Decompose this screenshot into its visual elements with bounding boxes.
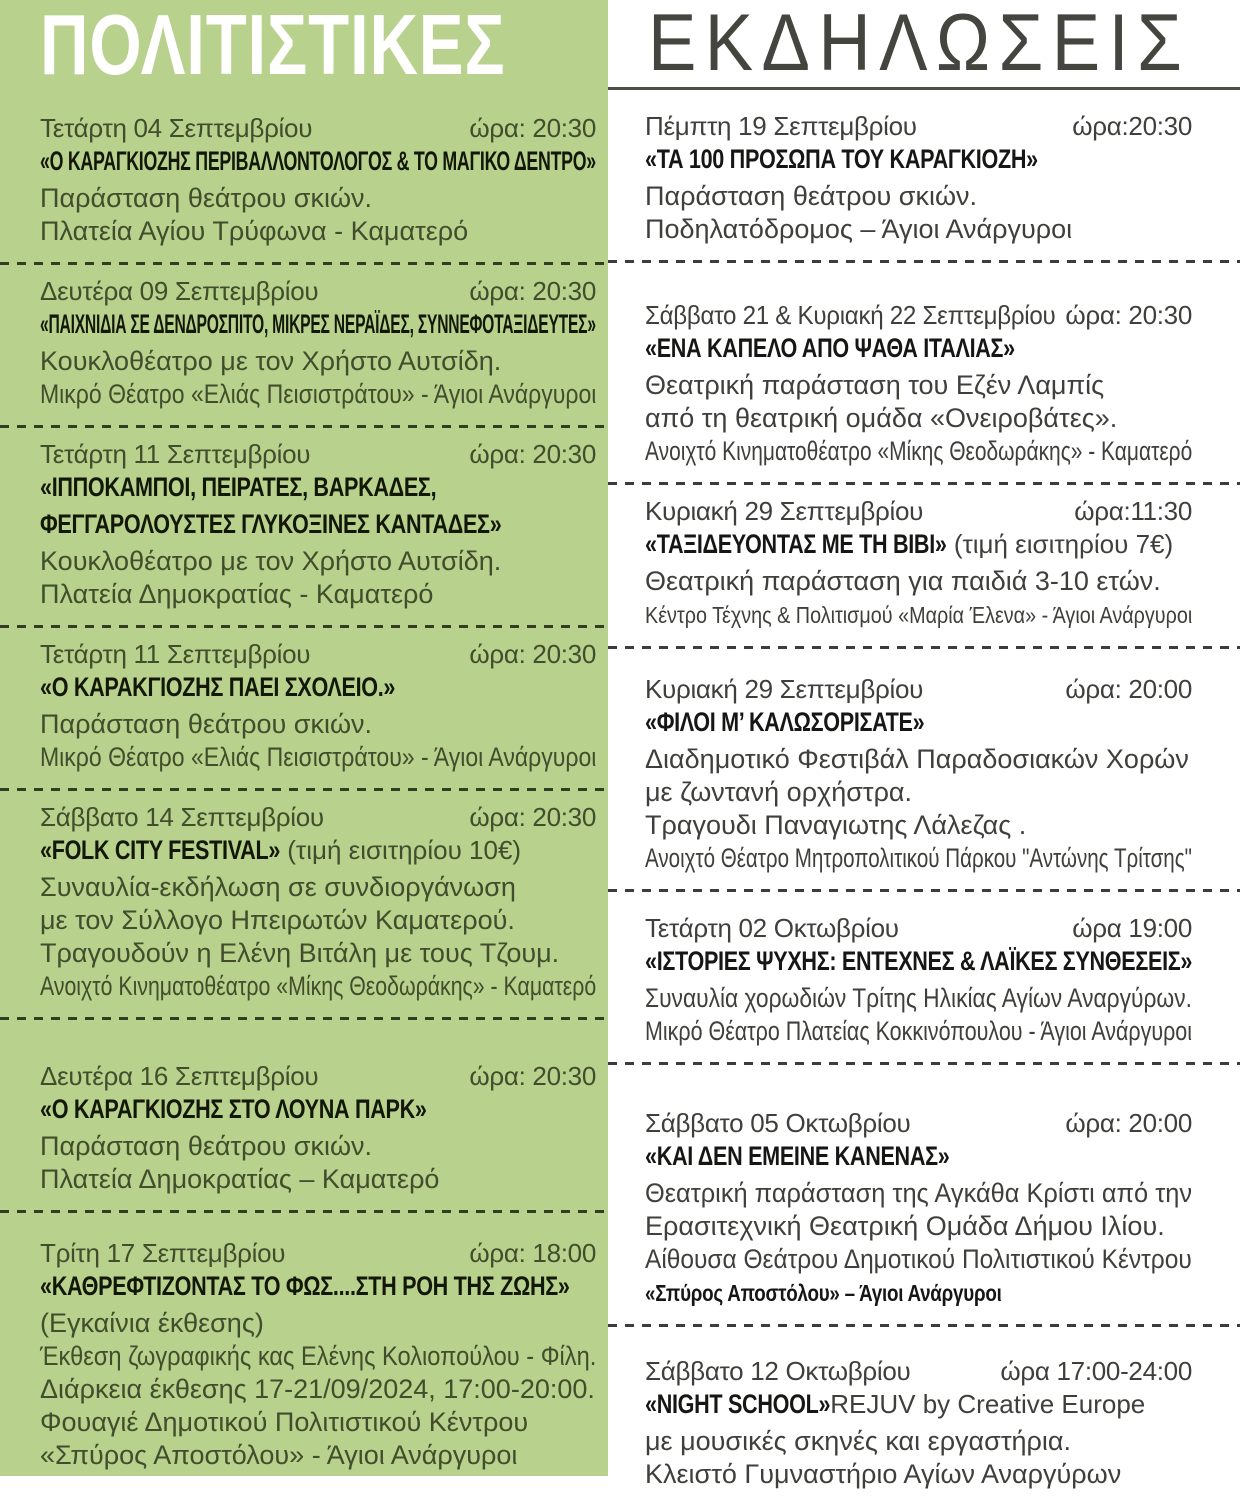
event-detail — [40, 937, 596, 970]
event-title-text: «ΦΙΛΟΙ Μ’ ΚΑΛΩΣΟΡΙΣΑΤΕ» — [645, 707, 925, 737]
event-title-text: «ΤΑΞΙΔΕΥΟΝΤΑΣ ΜΕ ΤΗ ΒΙΒΙ» — [645, 529, 947, 559]
event-header-row — [40, 638, 596, 671]
event-title-text: «NIGHT SCHOOL» — [645, 1389, 831, 1419]
right-header — [608, 0, 1240, 90]
event-detail — [40, 904, 596, 937]
event-detail — [40, 1307, 596, 1340]
event-detail-text: Ερασιτεχνική Θεατρική Ομάδα Δήμου Ιλίου. — [645, 1211, 1165, 1241]
right-events-list — [608, 90, 1240, 1505]
event-time: ώρα 19:00 — [1072, 913, 1192, 943]
event-date: Τετάρτη 11 Σεπτεμβρίου — [40, 639, 311, 669]
event-title — [40, 508, 596, 545]
event-title — [40, 834, 596, 871]
event-header-row — [645, 912, 1192, 945]
event-date: Πέμπτη 19 Σεπτεμβρίου — [645, 111, 917, 141]
event-date: Δευτέρα 09 Σεπτεμβρίου — [40, 276, 319, 306]
event-detail — [645, 369, 1192, 402]
event-title-text: «ΚΑΙ ΔΕΝ ΕΜΕΙΝΕ ΚΑΝΕΝΑΣ» — [645, 1141, 950, 1171]
event-detail — [40, 215, 596, 248]
cultural-column — [0, 0, 608, 1476]
event-detail — [40, 871, 596, 904]
event-header-row — [40, 1060, 596, 1093]
event-title-text: «ΠΑΙΧΝΙΔΙΑ ΣΕ ΔΕΝΔΡΟΣΠΙΤΟ, ΜΙΚΡΕΣ ΝΕΡΑΪΔΕΣ, ΣΥΝΝΕΦΟΤΑΞΙΔΕΥΤΕΣ» — [40, 309, 596, 339]
event-title-text: «FOLK CITY FESTIVAL» — [40, 835, 281, 865]
event-date: Τετάρτη 02 Οκτωβρίου — [645, 913, 899, 943]
event-detail-text: «Σπύρος Αποστόλου» - Άγιοι Ανάργυροι — [40, 1440, 518, 1470]
event-header-row — [645, 299, 1192, 332]
event-time: ώρα: 20:30 — [469, 439, 596, 469]
event-detail-text: Πλατεία Δημοκρατίας - Καματερό — [40, 579, 434, 609]
event-block — [608, 649, 1240, 889]
event-detail — [40, 345, 596, 378]
event-title — [40, 471, 596, 508]
event-detail — [40, 1163, 596, 1196]
event-detail-text: (Εγκαίνια έκθεσης) — [40, 1308, 264, 1338]
event-detail-text: Παράσταση θεάτρου σκιών. — [645, 181, 978, 211]
event-block — [608, 1327, 1240, 1505]
event-date: Τρίτη 17 Σεπτεμβρίου — [40, 1238, 286, 1268]
event-header-row — [40, 1237, 596, 1270]
event-date: Κυριακή 29 Σεπτεμβρίου — [645, 674, 924, 704]
event-block — [0, 265, 608, 425]
event-detail-text: Κέντρο Τέχνης & Πολιτισμού «Μαρία Έλενα» - Άγιοι Ανάργυροι — [645, 602, 1193, 628]
event-detail-text: Θεατρική παράσταση της Αγκάθα Κρίστι από την — [645, 1178, 1193, 1208]
event-date: Σάββατο 05 Οκτωβρίου — [645, 1108, 911, 1138]
page-title-left: ΠΟΛΙΤΙΣΤΙΚΕΣ — [40, 0, 506, 93]
event-time: ώρα: 20:30 — [469, 276, 596, 306]
event-detail-text: Παράσταση θεάτρου σκιών. — [40, 709, 373, 739]
left-header — [0, 0, 608, 93]
event-block — [608, 485, 1240, 646]
event-detail-text: με τον Σύλλογο Ηπειρωτών Καματερού. — [40, 905, 515, 935]
event-detail — [645, 1177, 1192, 1210]
event-block — [0, 791, 608, 1017]
event-block — [0, 90, 608, 262]
event-header-row — [40, 112, 596, 145]
event-detail — [645, 598, 1192, 632]
event-title — [40, 671, 596, 708]
event-time: ώρα: 20:00 — [1065, 1108, 1192, 1138]
event-title — [645, 945, 1192, 982]
event-block — [0, 1020, 608, 1210]
event-detail-bold: «Σπύρος Αποστόλου» – Άγιοι Ανάργυροι — [645, 1280, 1002, 1306]
event-block — [0, 428, 608, 625]
event-header-row — [645, 1355, 1192, 1388]
event-detail — [40, 1130, 596, 1163]
event-detail — [645, 776, 1192, 809]
event-title-note: (τιμή εισιτηρίου 7€) — [946, 529, 1174, 559]
event-time: ώρα: 20:30 — [469, 1061, 596, 1091]
event-detail-text: από τη θεατρική ομάδα «Ονειροβάτες». — [645, 403, 1118, 433]
event-detail — [645, 180, 1192, 213]
event-detail — [645, 982, 1192, 1015]
event-detail — [645, 1243, 1192, 1276]
event-title-text: «Ο ΚΑΡΑΚΓΙΟΖΗΣ ΠΑΕΙ ΣΧΟΛΕΙΟ.» — [40, 672, 396, 702]
event-detail — [40, 182, 596, 215]
event-detail — [645, 809, 1192, 842]
event-title — [645, 528, 1192, 565]
event-title — [645, 1140, 1192, 1177]
event-detail-text: Έκθεση ζωγραφικής κας Ελένης Κολιοπούλου - Φίλη. — [40, 1341, 597, 1371]
event-header-row — [645, 110, 1192, 143]
event-detail-text: Παράσταση θεάτρου σκιών. — [40, 183, 373, 213]
event-detail-text: Θεατρική παράσταση για παιδιά 3-10 ετών. — [645, 566, 1161, 596]
event-detail-text: Συναυλία χορωδιών Τρίτης Ηλικίας Αγίων Αναργύρων. — [645, 983, 1192, 1013]
event-title-text: «ΕΝΑ ΚΑΠΕΛΟ ΑΠΟ ΨΑΘΑ ΙΤΑΛΙΑΣ» — [645, 333, 1015, 363]
event-detail-text: Τραγουδι Παναγιωτης Λάλεζας . — [645, 810, 1027, 840]
event-detail-text: Πλατεία Δημοκρατίας – Καματερό — [40, 1164, 440, 1194]
event-detail — [40, 1373, 596, 1406]
event-detail-text: Κουκλοθέατρο με τον Χρήστο Αυτσίδη. — [40, 346, 502, 376]
event-date: Σάββατο 12 Οκτωβρίου — [645, 1356, 911, 1386]
event-detail — [645, 565, 1192, 598]
event-title-note: REJUV by Creative Europe — [830, 1389, 1146, 1419]
event-header-row — [40, 801, 596, 834]
event-title — [645, 143, 1192, 180]
event-date: Σάββατο 21 & Κυριακή 22 Σεπτεμβρίου — [645, 300, 1056, 330]
event-detail — [645, 402, 1192, 435]
left-events-list — [0, 90, 608, 1486]
event-detail — [40, 741, 596, 774]
event-detail-text: Θεατρική παράσταση του Εζέν Λαμπίς — [645, 370, 1105, 400]
event-detail — [40, 1340, 596, 1373]
event-block — [608, 892, 1240, 1062]
event-detail-text: Ανοιχτό Κινηματοθέατρο «Μίκης Θεοδωράκης» - Καματερό — [40, 971, 597, 1001]
page-title-right: ΕΚΔΗΛΩΣΕΙΣ — [648, 0, 1191, 88]
event-detail — [645, 213, 1192, 246]
event-detail — [40, 378, 596, 411]
event-detail-text: Μικρό Θέατρο «Ελιάς Πεισιστράτου» - Άγιοι Ανάργυροι — [40, 379, 597, 409]
event-title — [645, 332, 1192, 369]
event-detail — [645, 1015, 1192, 1048]
event-title-text: «ΙΠΠΟΚΑΜΠΟΙ, ΠΕΙΡΑΤΕΣ, ΒΑΡΚΑΔΕΣ, — [40, 472, 437, 502]
event-detail — [40, 578, 596, 611]
event-detail-text: Κουκλοθέατρο με τον Χρήστο Αυτσίδη. — [40, 546, 502, 576]
event-detail-text: Ανοιχτό Θέατρο Μητροπολιτικού Πάρκου "Αντώνης Τρίτσης" — [645, 843, 1192, 873]
event-header-row — [645, 673, 1192, 706]
event-detail-text: Ποδηλατόδρομος – Άγιοι Ανάργυροι — [645, 214, 1073, 244]
event-detail — [40, 1439, 596, 1472]
event-title-note: (τιμή εισιτηρίου 10€) — [280, 835, 522, 865]
event-title-text: «ΤΑ 100 ΠΡΟΣΩΠΑ ΤΟΥ ΚΑΡΑΓΚΙΟΖΗ» — [645, 144, 1038, 174]
event-block — [608, 1065, 1240, 1324]
event-title-text: «ΚΑΘΡΕΦΤΙΖΟΝΤΑΣ ΤΟ ΦΩΣ....ΣΤΗ ΡΟΗ ΤΗΣ ΖΩΗΣ» — [40, 1271, 570, 1301]
event-detail-text: με ζωντανή ορχήστρα. — [645, 777, 913, 807]
event-header-row — [645, 495, 1192, 528]
event-title-text: «Ο ΚΑΡΑΓΚΙΟΖΗΣ ΣΤΟ ΛΟΥΝΑ ΠΑΡΚ» — [40, 1094, 427, 1124]
event-detail — [645, 435, 1192, 468]
event-detail — [645, 743, 1192, 776]
event-detail — [40, 970, 596, 1003]
event-title — [40, 1270, 596, 1307]
event-detail — [645, 1458, 1192, 1491]
event-detail — [40, 545, 596, 578]
event-detail — [645, 1425, 1192, 1458]
event-time: ώρα:20:30 — [1072, 111, 1192, 141]
event-time: ώρα: 20:30 — [469, 802, 596, 832]
event-detail — [40, 708, 596, 741]
event-header-row — [40, 438, 596, 471]
event-time: ώρα:11:30 — [1074, 496, 1192, 526]
event-title-text: ΦΕΓΓΑΡΟΛΟΥΣΤΕΣ ΓΛΥΚΟΞΙΝΕΣ ΚΑΝΤΑΔΕΣ» — [40, 509, 502, 539]
event-title-text: «ΙΣΤΟΡΙΕΣ ΨΥΧΗΣ: ΕΝΤΕΧΝΕΣ & ΛΑΪΚΕΣ ΣΥΝΘΕΣΕΙΣ» — [645, 946, 1193, 976]
event-detail-text: με μουσικές σκηνές και εργαστήρια. — [645, 1426, 1071, 1456]
event-date: Τετάρτη 04 Σεπτεμβρίου — [40, 113, 313, 143]
event-date: Τετάρτη 11 Σεπτεμβρίου — [40, 439, 311, 469]
event-title-text: «Ο ΚΑΡΑΓΚΙΟΖΗΣ ΠΕΡΙΒΑΛΛΟΝΤΟΛΟΓΟΣ & ΤΟ ΜΑΓΙΚΟ ΔΕΝΤΡΟ» — [40, 146, 596, 176]
event-time: ώρα 17:00-24:00 — [1000, 1356, 1192, 1386]
event-title — [40, 308, 596, 345]
event-title — [645, 1388, 1192, 1425]
event-block — [0, 1213, 608, 1486]
event-detail-text: Συναυλία-εκδήλωση σε συνδιοργάνωση — [40, 872, 516, 902]
event-detail-text: Μικρό Θέατρο «Ελιάς Πεισιστράτου» - Άγιοι Ανάργυροι — [40, 742, 597, 772]
event-date: Κυριακή 29 Σεπτεμβρίου — [645, 496, 924, 526]
event-detail-text: Αίθουσα Θεάτρου Δημοτικού Πολιτιστικού Κέντρου — [645, 1244, 1192, 1274]
event-title — [40, 1093, 596, 1130]
event-time: ώρα: 20:30 — [469, 113, 596, 143]
event-header-row — [645, 1107, 1192, 1140]
event-detail-text: Φουαγιέ Δημοτικού Πολιτιστικού Κέντρου — [40, 1407, 529, 1437]
event-detail-text: Πλατεία Αγίου Τρύφωνα - Καματερό — [40, 216, 469, 246]
event-detail-text: Διαδημοτικό Φεστιβάλ Παραδοσιακών Χορών — [645, 744, 1189, 774]
event-detail-text: Τραγουδούν η Ελένη Βιτάλη με τους Τζουμ. — [40, 938, 560, 968]
event-time: ώρα: 20:30 — [469, 639, 596, 669]
event-date: Σάββατο 14 Σεπτεμβρίου — [40, 802, 324, 832]
event-detail — [40, 1406, 596, 1439]
event-header-row — [40, 275, 596, 308]
event-block — [608, 263, 1240, 482]
event-detail-text: Μικρό Θέατρο Πλατείας Κοκκινόπουλου - Άγιοι Ανάργυροι — [645, 1016, 1192, 1046]
event-detail-text: Ανοιχτό Κινηματοθέατρο «Μίκης Θεοδωράκης» - Καματερό — [645, 436, 1193, 466]
event-time: ώρα: 20:30 — [1065, 300, 1192, 330]
event-title — [645, 706, 1192, 743]
event-block — [608, 90, 1240, 260]
event-detail-text: Κλειστό Γυμναστήριο Αγίων Αναργύρων — [645, 1459, 1122, 1489]
event-detail-text: Διάρκεια έκθεσης 17-21/09/2024, 17:00-20:00. — [40, 1374, 595, 1404]
event-time: ώρα: 20:00 — [1065, 674, 1192, 704]
event-detail — [645, 842, 1192, 875]
event-title — [40, 145, 596, 182]
event-detail-text: Παράσταση θεάτρου σκιών. — [40, 1131, 373, 1161]
event-detail — [645, 1210, 1192, 1243]
event-block — [0, 628, 608, 788]
event-detail — [645, 1276, 1192, 1310]
event-time: ώρα: 18:00 — [469, 1238, 596, 1268]
event-date: Δευτέρα 16 Σεπτεμβρίου — [40, 1061, 319, 1091]
events-column — [608, 0, 1240, 1489]
